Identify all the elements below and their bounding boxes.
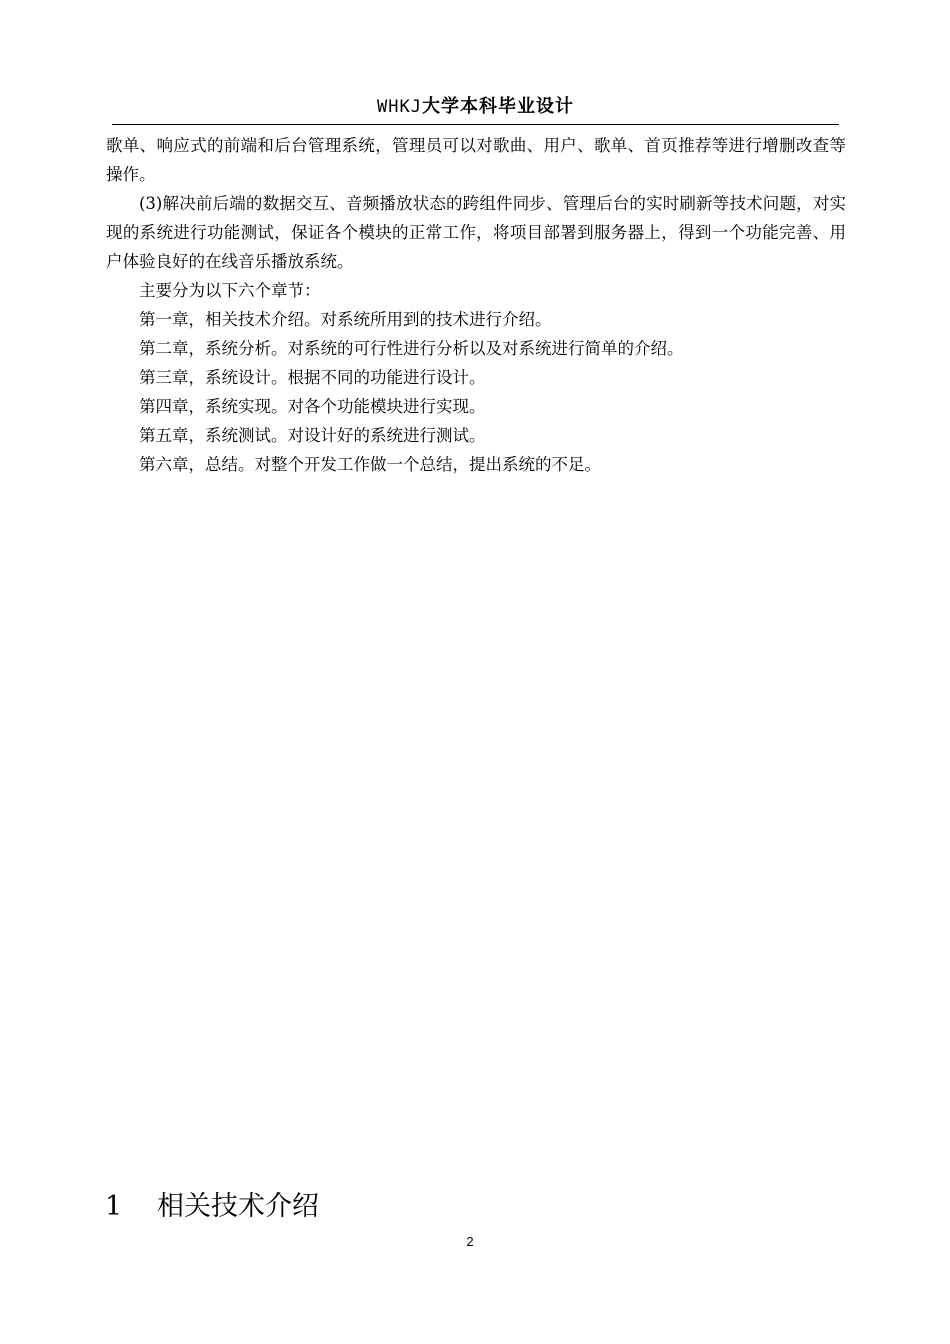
body-text	[106, 131, 846, 479]
paragraph-2: (3)解决前后端的数据交互、音频播放状态的跨组件同步、管理后台的实时刷新等技术问题，对实现的系统进行功能测试，保证各个模块的正常工作，将项目部署到服务器上，得到一个功能完善、用户体验良好的在线音乐播放系统。	[106, 194, 846, 271]
chapter-summary-1: 第一章，相关技术介绍。对系统所用到的技术进行介绍。	[139, 310, 552, 329]
chapter-heading	[105, 1188, 319, 1226]
chapter-title: 相关技术介绍	[157, 1191, 319, 1222]
header-title: 大学本科毕业设计	[421, 96, 574, 117]
chapter-number: 1	[105, 1191, 123, 1222]
paragraph-3: 主要分为以下六个章节：	[139, 281, 321, 300]
chapter-summary-3: 第三章，系统设计。根据不同的功能进行设计。	[139, 368, 486, 387]
page-number: 2	[466, 1234, 474, 1249]
paragraph-1: 歌单、响应式的前端和后台管理系统，管理员可以对歌曲、用户、歌单、首页推荐等进行增删改查等操作。	[106, 136, 846, 184]
chapter-summary-4: 第四章，系统实现。对各个功能模块进行实现。	[139, 397, 486, 416]
chapter-summary-5: 第五章，系统测试。对设计好的系统进行测试。	[139, 426, 486, 445]
header-university-code: WHKJ	[377, 97, 422, 117]
header-divider	[112, 124, 839, 125]
chapter-summary-2: 第二章，系统分析。对系统的可行性进行分析以及对系统进行简单的介绍。	[139, 339, 684, 358]
chapter-summary-6: 第六章，总结。对整个开发工作做一个总结，提出系统的不足。	[139, 455, 601, 474]
page-header	[112, 94, 839, 124]
